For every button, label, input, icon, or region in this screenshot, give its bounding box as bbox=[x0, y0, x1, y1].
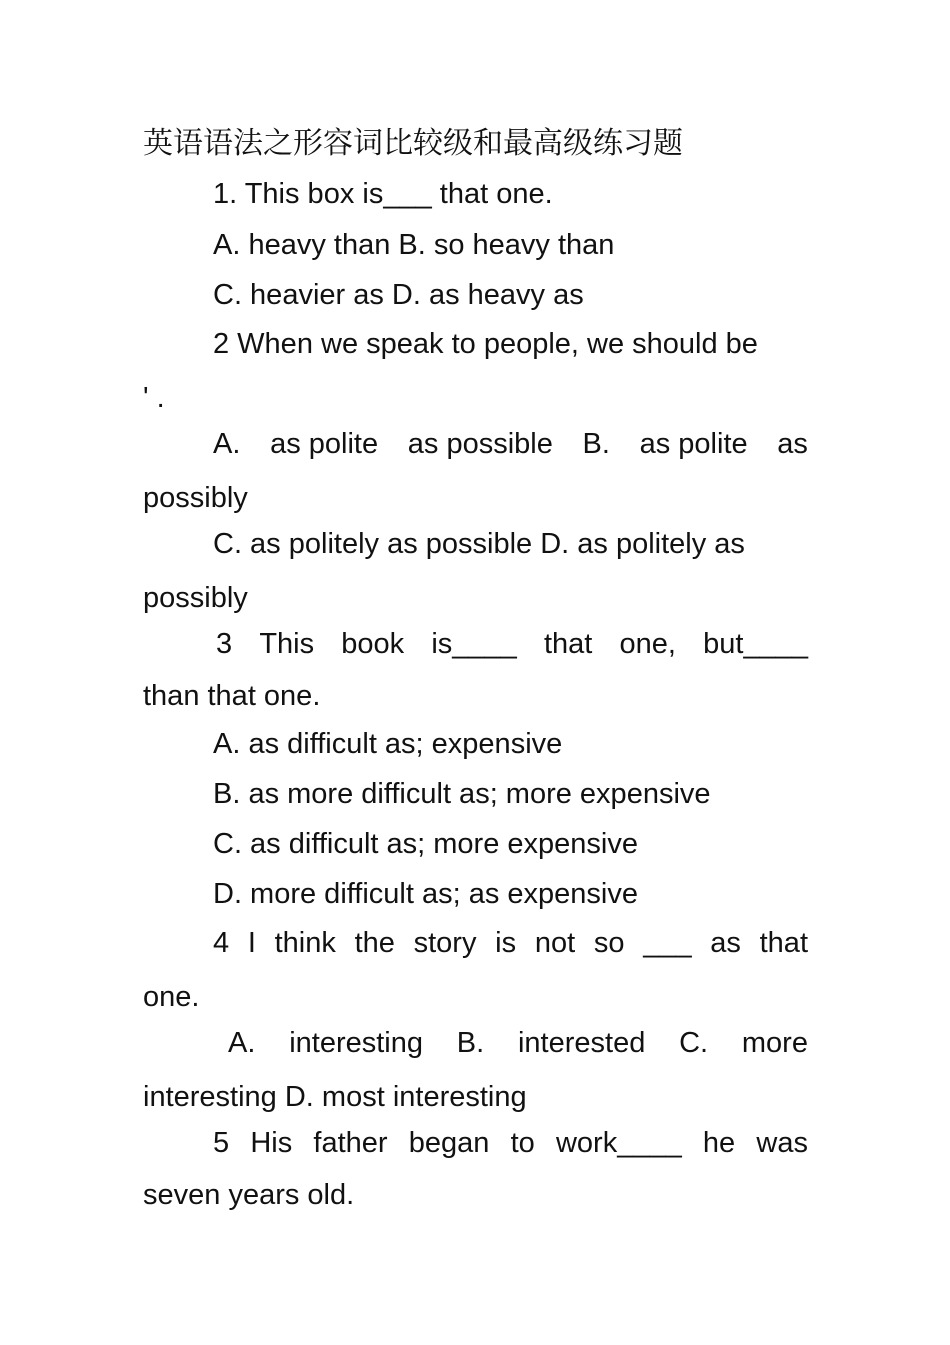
q4-option-word: more bbox=[741, 1027, 808, 1059]
q4-word: not bbox=[534, 927, 576, 959]
question-4-stem-line-1 bbox=[213, 925, 808, 961]
question-3-option-a: A. as difficult as; expensive bbox=[213, 728, 563, 760]
question-3-stem-line-2: than that one. bbox=[143, 680, 321, 712]
q5-word: was bbox=[756, 1127, 808, 1159]
q4-option-word: C. bbox=[679, 1027, 709, 1059]
question-5-stem-line-2: seven years old. bbox=[143, 1179, 355, 1211]
question-3-stem-line-1 bbox=[216, 626, 808, 662]
q3-word: but____ bbox=[703, 628, 808, 660]
q5-word: work____ bbox=[555, 1127, 682, 1159]
q2-word: A. bbox=[213, 428, 241, 460]
q5-word: to bbox=[510, 1127, 535, 1159]
q5-word: His bbox=[250, 1127, 293, 1159]
question-4-stem-line-2: one. bbox=[143, 981, 200, 1013]
question-2-stem-line-2: ' . bbox=[143, 382, 165, 414]
q4-word: the bbox=[354, 927, 395, 959]
q4-word: as bbox=[710, 927, 741, 959]
q3-word: is____ bbox=[431, 628, 517, 660]
q4-word: 4 bbox=[213, 927, 230, 959]
q2-word: as possible bbox=[407, 428, 553, 460]
question-2-options-line-1 bbox=[213, 426, 808, 462]
q2-word: as polite bbox=[639, 428, 748, 460]
q4-word: so bbox=[593, 927, 625, 959]
question-4-options-line-1 bbox=[228, 1025, 808, 1061]
q2-word: as polite bbox=[270, 428, 379, 460]
q3-word: This bbox=[259, 628, 315, 660]
q3-word: book bbox=[341, 628, 405, 660]
q3-word: one, bbox=[619, 628, 676, 660]
question-2-options-line-1-cont: possibly bbox=[143, 482, 248, 514]
q3-word: 3 bbox=[216, 628, 233, 660]
q5-word: began bbox=[408, 1127, 490, 1159]
question-3-option-b: B. as more difficult as; more expensive bbox=[213, 778, 711, 810]
question-2-options-line-2: C. as politely as possible D. as politely as bbox=[213, 528, 745, 560]
question-5-stem-line-1 bbox=[213, 1125, 808, 1161]
q4-option-word: A. bbox=[228, 1027, 256, 1059]
question-1-stem: 1. This box is___ that one. bbox=[213, 178, 553, 210]
question-2-stem-line-1: 2 When we speak to people, we should be bbox=[213, 328, 758, 360]
q5-word: 5 bbox=[213, 1127, 230, 1159]
q2-word: as bbox=[777, 428, 808, 460]
q4-word: I bbox=[247, 927, 256, 959]
question-3-option-d: D. more difficult as; as expensive bbox=[213, 878, 638, 910]
question-1-options-line-2: C. heavier as D. as heavy as bbox=[213, 279, 584, 311]
q4-option-word: interested bbox=[517, 1027, 646, 1059]
q4-option-word: interesting bbox=[289, 1027, 423, 1059]
q4-word: is bbox=[495, 927, 517, 959]
q4-word: ___ bbox=[643, 927, 692, 959]
q4-word: that bbox=[759, 927, 808, 959]
question-3-option-c: C. as difficult as; more expensive bbox=[213, 828, 638, 860]
q5-word: father bbox=[313, 1127, 388, 1159]
document-title: 英语语法之形容词比较级和最高级练习题 bbox=[143, 126, 683, 161]
q2-word: B. bbox=[582, 428, 610, 460]
question-4-options-line-2: interesting D. most interesting bbox=[143, 1081, 527, 1113]
question-2-options-line-2-cont: possibly bbox=[143, 582, 248, 614]
q3-word: that bbox=[543, 628, 593, 660]
q5-word: he bbox=[702, 1127, 736, 1159]
q4-option-word: B. bbox=[456, 1027, 485, 1059]
question-1-options-line-1: A. heavy than B. so heavy than bbox=[213, 229, 615, 261]
q4-word: think bbox=[274, 927, 336, 959]
q4-word: story bbox=[413, 927, 477, 959]
